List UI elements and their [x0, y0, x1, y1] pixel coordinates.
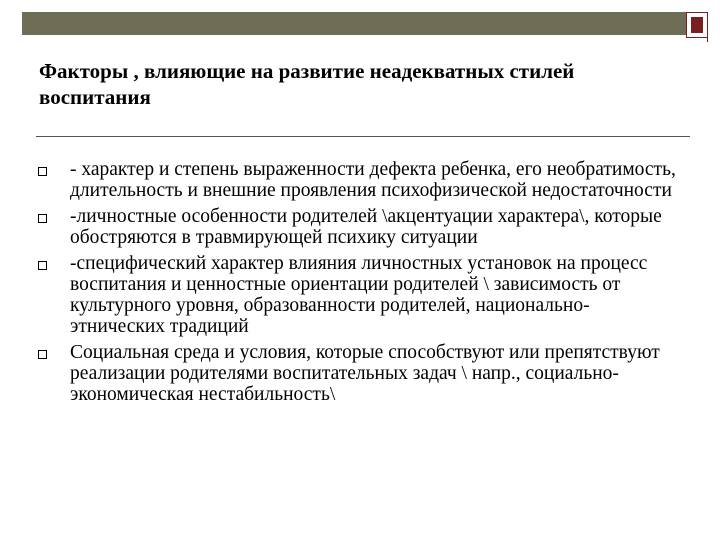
bullet-item — [30, 253, 680, 337]
square-bullet-icon — [38, 261, 47, 270]
bullet-item — [30, 159, 680, 201]
bullet-text: -специфический характер влияния личностных установок на процесс воспитания и ценностные ориентации родителей \ зависимость от культурного уровня, образованности родителей, национально-этнических традиций — [70, 253, 648, 337]
bullet-item — [30, 206, 680, 248]
square-bullet-icon — [38, 214, 47, 223]
header-bar — [22, 12, 688, 35]
square-bullet-icon — [38, 167, 47, 176]
square-bullet-icon — [38, 350, 47, 359]
corner-line-decoration — [707, 22, 708, 42]
title-divider — [36, 136, 690, 137]
bullet-item — [30, 342, 680, 405]
bullet-text: - характер и степень выраженности дефекта ребенка, его необратимость, длительность и внешние проявления психофизической недостаточности — [70, 159, 676, 201]
slide-title: Факторы , влияющие на развитие неадекватных стилей воспитания — [39, 59, 575, 109]
bullet-list — [30, 159, 680, 410]
bullet-text: Социальная среда и условия, которые способствуют или препятствуют реализации родителями воспитательных задач \ напр., социально-экономическая нестабильность\ — [70, 342, 660, 405]
corner-decoration — [686, 12, 708, 38]
bullet-text: -личностные особенности родителей \акцентуации характера\, которые обостряются в травмирующей психику ситуации — [70, 206, 662, 248]
